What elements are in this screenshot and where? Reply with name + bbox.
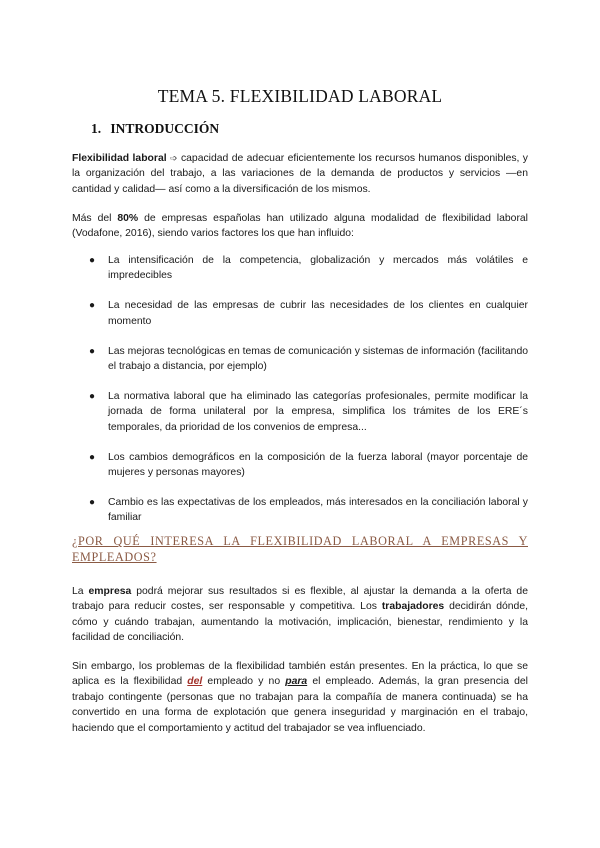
statistic-paragraph — [72, 211, 528, 242]
bullet-icon: ● — [89, 496, 96, 508]
problems-text: el empleado. Además, la gran presencia del trabajo contingente (personas que no trabajan para la compañía de manera continuada) se ha convertido en una forma de explotación que genera inseguridad y marginación en el trabajo, haciendo que el comportamiento y actitud del trabajador se vea influenciado. — [72, 676, 528, 734]
section-label: INTRODUCCIÓN — [110, 121, 220, 136]
list-item-text: La intensificación de la competencia, globalización y mercados más volátiles e impredecibles — [108, 255, 528, 282]
bullet-icon: ● — [89, 345, 96, 357]
benefits-text: La — [72, 586, 89, 597]
benefits-paragraph — [72, 584, 528, 646]
section-number: 1. — [91, 121, 102, 136]
bullet-icon: ● — [89, 390, 96, 402]
problems-text: Sin embargo, los problemas de la flexibilidad también están presentes. En la práctica, lo que se aplica es la flexibilidad — [72, 661, 528, 688]
problems-text: empleado y no — [202, 676, 286, 688]
stat-text-after: de empresas españolas han utilizado alguna modalidad de flexibilidad laboral (Vodafone, 2016), siendo varios factores los que han influido: — [72, 213, 528, 240]
del-emphasis: del — [187, 676, 203, 688]
list-item-text: La normativa laboral que ha eliminado las categorías profesionales, permite modificar la jornada de forma unilateral por la empresa, simplifica los trámites de los ERE´s temporales, da prioridad de los convenios de empresa... — [108, 390, 528, 433]
arrow-icon: ➩ — [170, 153, 178, 163]
para-emphasis: para — [285, 676, 308, 688]
definition-paragraph — [72, 151, 528, 197]
trabajadores-term: trabajadores — [381, 601, 445, 613]
section-heading — [91, 121, 219, 137]
list-item — [72, 450, 528, 481]
bullet-icon: ● — [89, 451, 96, 463]
question-heading: ¿POR QUÉ INTERESA LA FLEXIBILIDAD LABORAL A EMPRESAS Y EMPLEADOS? — [72, 534, 528, 564]
definition-term: Flexibilidad laboral — [72, 153, 167, 164]
list-item — [72, 298, 528, 329]
benefits-text: podrá mejorar sus resultados si es flexible, al ajustar la demanda a la oferta de trabajo para reducir costes, ser responsable y competitiva. Los — [72, 586, 528, 613]
stat-highlight: 80% — [117, 213, 139, 224]
bullet-icon: ● — [89, 255, 96, 266]
list-item — [72, 253, 528, 284]
list-item-text: Los cambios demográficos en la composición de la fuerza laboral (mayor porcentaje de mujeres y personas mayores) — [108, 451, 528, 479]
factor-list — [72, 253, 528, 540]
empresa-term: empresa — [88, 586, 132, 597]
bullet-icon: ● — [89, 300, 96, 312]
list-item-text: Cambio es las expectativas de los empleados, más interesados en la conciliación laboral y familiar — [108, 496, 528, 524]
page-title: TEMA 5. FLEXIBILIDAD LABORAL — [157, 86, 443, 106]
list-item — [72, 495, 528, 526]
problems-paragraph — [72, 659, 528, 736]
list-item — [72, 389, 528, 435]
stat-text-before: Más del — [72, 213, 118, 224]
definition-text: capacidad de adecuar eficientemente los recursos humanos disponibles, y la organización del trabajo, a las variaciones de la demanda de productos y servicios —en cantidad y calidad— así como a la diversificación de los mismos. — [72, 153, 529, 195]
list-item-text: La necesidad de las empresas de cubrir las necesidades de los clientes en cualquier momento — [108, 300, 528, 327]
list-item-text: Las mejoras tecnológicas en temas de comunicación y sistemas de información (facilitando el trabajo a distancia, por ejemplo) — [108, 345, 528, 373]
list-item — [72, 344, 528, 375]
benefits-text: decidirán dónde, cómo y cuándo trabajan, aumentando la motivación, implicación, bienestar, rendimiento y la facilidad de conciliación. — [72, 601, 528, 644]
